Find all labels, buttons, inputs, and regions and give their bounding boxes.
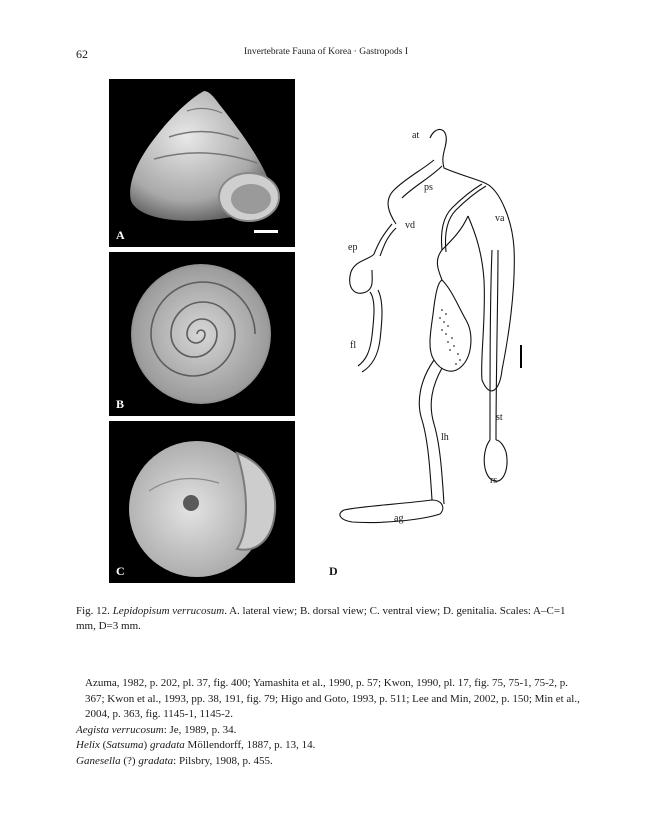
citation-block: Azuma, 1982, p. 202, pl. 37, fig. 400; Yamashita et al., 1990, p. 57; Kwon, 1990, pl. 17, fig. 75, 75-1, 75-2, p. 367; Kwon et al., 1993, pp. 38, 191, fig. 79; Higo and Goto, 1993, p. 511; Lee and Min, 2002, p. 150; Min et al., 2004, p. 363, fig. 1145-1, 1145-2. — [85, 677, 580, 720]
penis-sheath-outline — [388, 160, 442, 224]
epiphallus-outline — [350, 224, 396, 293]
page-number: 62 — [76, 47, 88, 61]
genitalia-label-va: va — [495, 213, 505, 224]
synonym-entry: Aegista verrucosum: Je, 1989, p. 34. — [76, 723, 237, 736]
panel-label-c: C — [116, 564, 125, 578]
genitalia-label-at: at — [412, 130, 420, 141]
genitalia-label-ag: ag — [394, 513, 404, 524]
atrium-outline — [430, 129, 514, 390]
synonym-name: Aegista verrucosum — [76, 723, 164, 736]
figure-caption — [76, 604, 580, 634]
photo-panel-c-ventral — [109, 421, 295, 583]
genitalia-label-fl: fl — [350, 340, 357, 351]
vas-deferens-line — [441, 184, 486, 252]
photo-panel-b-dorsal — [109, 252, 295, 416]
flagellum-outline — [358, 290, 382, 372]
genitalia-label-rs: rs — [490, 475, 498, 486]
scale-bar-d — [520, 345, 522, 368]
photo-panel-a-lateral — [109, 79, 295, 247]
albumen-gland-outline — [340, 500, 443, 523]
panel-label-a: A — [116, 228, 125, 242]
albumen-region-outline — [430, 280, 471, 371]
genitalia-label-vd: vd — [405, 220, 415, 231]
panel-label-d: D — [329, 564, 338, 578]
shell-lateral-photo — [109, 79, 295, 247]
caption-fig-number: Fig. 12. — [76, 605, 110, 617]
genitalia-label-ps: ps — [424, 182, 433, 193]
genitalia-label-st: st — [496, 412, 503, 423]
genitalia-label-lh: lh — [441, 432, 449, 443]
caption-species: Lepidopisum verrucosum — [112, 605, 225, 617]
running-head: Invertebrate Fauna of Korea · Gastropods I — [243, 47, 409, 57]
genitalia-label-ep: ep — [348, 242, 358, 253]
synonym-entry: Ganesella (?) gradata: Pilsbry, 1908, p. 455. — [76, 754, 273, 767]
shell-ventral-photo — [109, 421, 295, 583]
synonym-entry: Helix (Satsuma) gradata Möllendorff, 1887, p. 13, 14. — [76, 739, 316, 751]
caption-text: . A. lateral view; B. dorsal view; C. ventral view; D. genitalia. Scales: A–C=1 mm, D=3 mm. — [76, 605, 566, 632]
synonymy-list — [76, 676, 586, 769]
panel-label-b: B — [116, 397, 125, 411]
shell-dorsal-photo — [109, 252, 295, 416]
scale-bar-a — [254, 230, 278, 233]
